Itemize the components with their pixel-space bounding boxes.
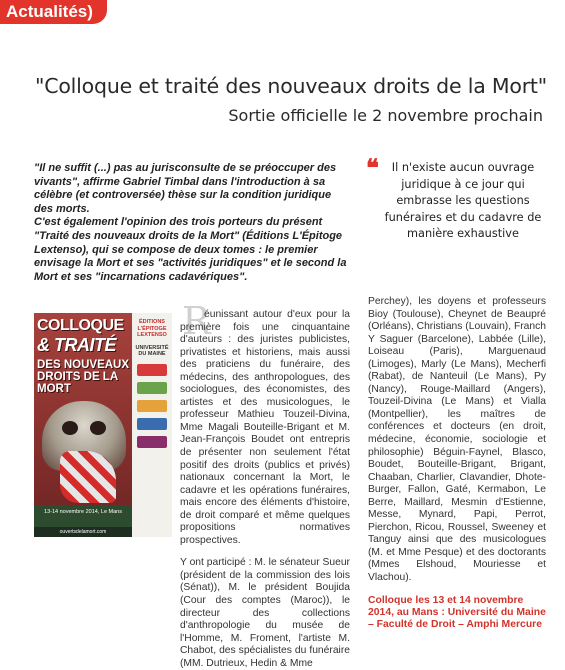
drop-cap: R [182, 299, 211, 343]
poster-subtitle: DES NOUVEAUX DROITS DE LA MORT [37, 359, 130, 395]
pull-quote [366, 153, 548, 243]
sponsor-logo [137, 364, 167, 376]
lead-paragraph [34, 162, 352, 284]
sponsor-logo [137, 418, 167, 430]
body-column-2 [368, 296, 546, 632]
body-column-1 [180, 309, 350, 670]
poster-universite: UNIVERSITÉ DU MAINE [135, 344, 169, 357]
poster-dates-band [34, 505, 132, 527]
sponsor-logo [137, 382, 167, 394]
poster-skull-eye-right [90, 421, 106, 435]
poster-editions: ÉDITIONS L'ÉPITOGE LEXTENSO [137, 319, 167, 338]
sponsor-logo [137, 436, 167, 448]
pull-quote-text: Il n'existe aucun ouvrage juridique à ce jour qui embrasse les questions funéraires et du cadavre de manière exhaustive [384, 161, 542, 240]
article-title: "Colloque et traité des nouveaux droits de la Mort" [34, 74, 547, 98]
poster-skull-eye-left [62, 421, 78, 435]
poster-sidebar [132, 313, 172, 537]
body-paragraph: Y ont participé : M. le sénateur Sueur (président de la commission des lois (Sénat)), M. le président Boujida (Cour des comptes (Maroc)), le directeur des collections d'anthropologie du musée de l'Homme, M. Froment, l'artiste M. Chabot, des spécialistes du funéraire (MM. Dutrieux, Hedin & Mme [180, 557, 350, 669]
poster-dates: 13-14 novembre 2014, Le Mans [44, 509, 122, 515]
poster-image [34, 313, 172, 537]
poster-traite: & TRAITÉ [37, 335, 116, 355]
sponsor-logo [137, 400, 167, 412]
poster-url: ouvertsdelamort.com [34, 527, 132, 537]
body-paragraph: éunissant autour d'eux pour la première fois une cinquantaine d'auteurs : des juristes publicistes, privatistes et historiens, mais aussi des praticiens du funéraire, des médecins, des anthropologues, des sociologues, des économistes, des artistes et des musicologues, le professeur Mathieu Touzeil-Divina, Mme Magali Bouteille-Brigant et M. Jean-François Boudet ont entrepris de présenter non seulement l'état positif des droits (publics et privés) nationaux concernant la Mort, le cadavre et les opérations funéraires, mais encore des éléments d'histoire, de droit comparé et même quelques propositions normatives prospectives. [180, 309, 350, 546]
article-subtitle: Sortie officielle le 2 novembre prochain [228, 106, 543, 125]
section-tab: Actualités) [0, 0, 107, 24]
event-caption: Colloque les 13 et 14 novembre 2014, au Mans : Université du Maine – Faculté de Droit – Amphi Mercure [368, 594, 546, 631]
body-paragraph: Perchey), les doyens et professeurs Bioy (Toulouse), Cheynet de Beaupré (Orléans), Christians (Louvain), Franch Y Saguer (Barcelone), Labbée (Lille), Loiseau (Paris), Marguenaud (Limoges), Marly (Le Mans), Mecherfi (Rabat), de Nanteuil (Le Mans), Py (Nancy), Rouge-Maillard (Angers), Touzeil-Divina (Le Mans) et Vialla (Montpellier), les maîtres de conférences et docteurs (en droit, médecine, économie, sociologie et philosophie) Béguin-Faynel, Blasco, Boudet, Bouteille-Brigant, Brigant, Chaaban, Charlier, Clavandier, Dhote-Burger, Fallon, Gaté, Kermabon, Le Berre, Maillard, Mesmin d'Estienne, Messe, Mynard, Papi, Perrot, Pierchon, Ricou, Roussel, Sweeney et Tanguy ainsi que des musicologues (M. et Mme Pesque) et des doctorants (Mmes Elshoud, Mouriesse et Vlachou). [368, 296, 546, 584]
quote-mark-icon: ❝ [366, 153, 379, 182]
lead-p2: C'est également l'opinion des trois porteurs du présent "Traité des nouveaux droits de la Mort" (Éditions L'Épitoge Lextenso), qui se compose de deux tomes : le premier envisage la Mort et ses "activités juridiques" et le second la Mort et ses "incarnations cadavériques". [34, 216, 347, 283]
poster-colloque: COLLOQUE [37, 317, 124, 334]
lead-p1: "Il ne suffit (...) pas au jurisconsulte de se préoccuper des vivants", affirme Gabriel Timbal dans l'introduction à sa célèbre (et controversée) thèse sur la condition juridique des morts. [34, 162, 337, 215]
